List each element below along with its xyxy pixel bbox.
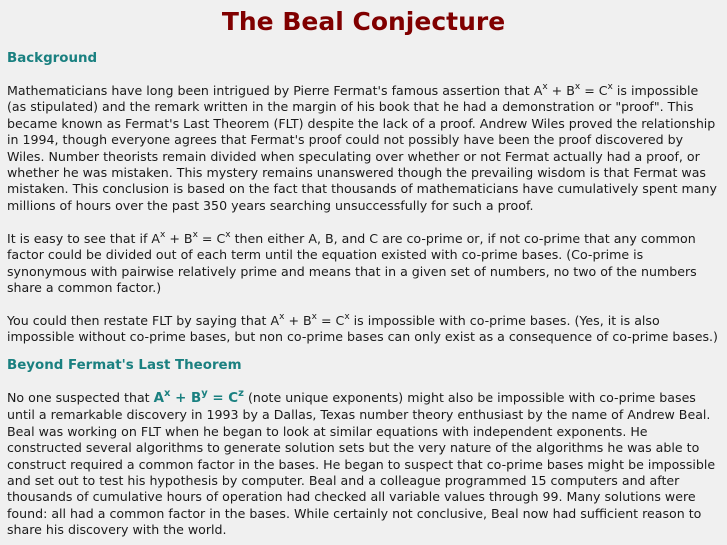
exponent: x [163,387,171,399]
exponent: x [607,81,613,92]
text: = C [316,313,345,328]
text: No one suspected that [7,390,154,405]
exponent: x [574,81,581,92]
equation-term: = C [207,391,239,406]
beyond-flt-paragraph-1 [7,387,720,539]
beyond-flt-heading: Beyond Fermat's Last Theorem [7,358,242,373]
equation-term: + B [170,391,202,406]
exponent: x [160,229,166,240]
text: You could then restate FLT by saying that A [7,313,280,328]
text: then either A, B, and C are co-prime or, if not co-prime that any common factor could be divided out of each term until the equation existed with co-prime bases. (Co-prime is synonymous with pairwise relatively prime and means that in a given set of numbers, no two of the numbers share a common factor.) [7,231,697,296]
text: It is easy to see that if A [7,231,161,246]
text: = C [197,231,226,246]
background-paragraph-1 [7,83,720,214]
text: = C [580,83,608,98]
text: + B [547,83,575,98]
background-heading: Background [7,51,98,66]
page-title: The Beal Conjecture [221,7,506,36]
text: is impossible with co-prime bases. (Yes, it is also impossible without co-prime bases, but non co-prime bases can only exist as a consequence of co-prime bases.) [7,313,718,345]
exponent: x [311,311,317,322]
beal-equation [153,387,244,406]
exponent: x [344,311,350,322]
exponent: x [542,81,548,92]
exponent: y [201,387,208,399]
exponent: x [225,229,231,240]
text: + B [165,231,193,246]
text: + B [284,313,312,328]
exponent: x [279,311,285,322]
background-paragraph-3 [7,313,720,346]
exponent: x [192,229,198,240]
equation-term: A [153,391,164,406]
background-paragraph-2 [7,231,720,297]
text: (note unique exponents) might also be impossible with co-prime bases until a remarkable discovery in 1993 by a Dallas, Texas number theory enthusiast by the name of Andrew Beal. Beal was working on FLT when he began to look at similar equations with independent exponents. He constructed several algorithms to generate solution sets but the very nature of the algorithms he was able to construct required a common factor in the bases. He began to suspect that co-prime bases might be impossible and set out to test his hypothesis by computer. Beal and a colleague programmed 15 computers and after thousands of cumulative hours of operation had checked all variable values through 99. Many solutions were found: all had a common factor in the bases. While certainly not conclusive, Beal now had sufficient reason to share his discovery with the world. [7,390,716,538]
text: is impossible (as stipulated) and the remark written in the margin of his book that he had a demonstration or "proof". This became known as Fermat's Last Theorem (FLT) despite the lack of a proof. Andrew Wiles proved the relationship in 1994, though everyone agrees that Fermat's proof could not possibly have been the proof discovered by Wiles. Number theorists remain divided when speculating over whether or not Fermat actually had a proof, or whether he was mistaken. This mystery remains unanswered though the prevailing wisdom is that Fermat was mistaken. This conclusion is based on the fact that thousands of mathematicians have cumulatively spent many millions of hours over the past 350 years searching unsuccessfully for such a proof. [7,83,717,213]
text: Mathematicians have long been intrigued by Pierre Fermat's famous assertion that A [7,83,543,98]
exponent: z [238,387,244,399]
